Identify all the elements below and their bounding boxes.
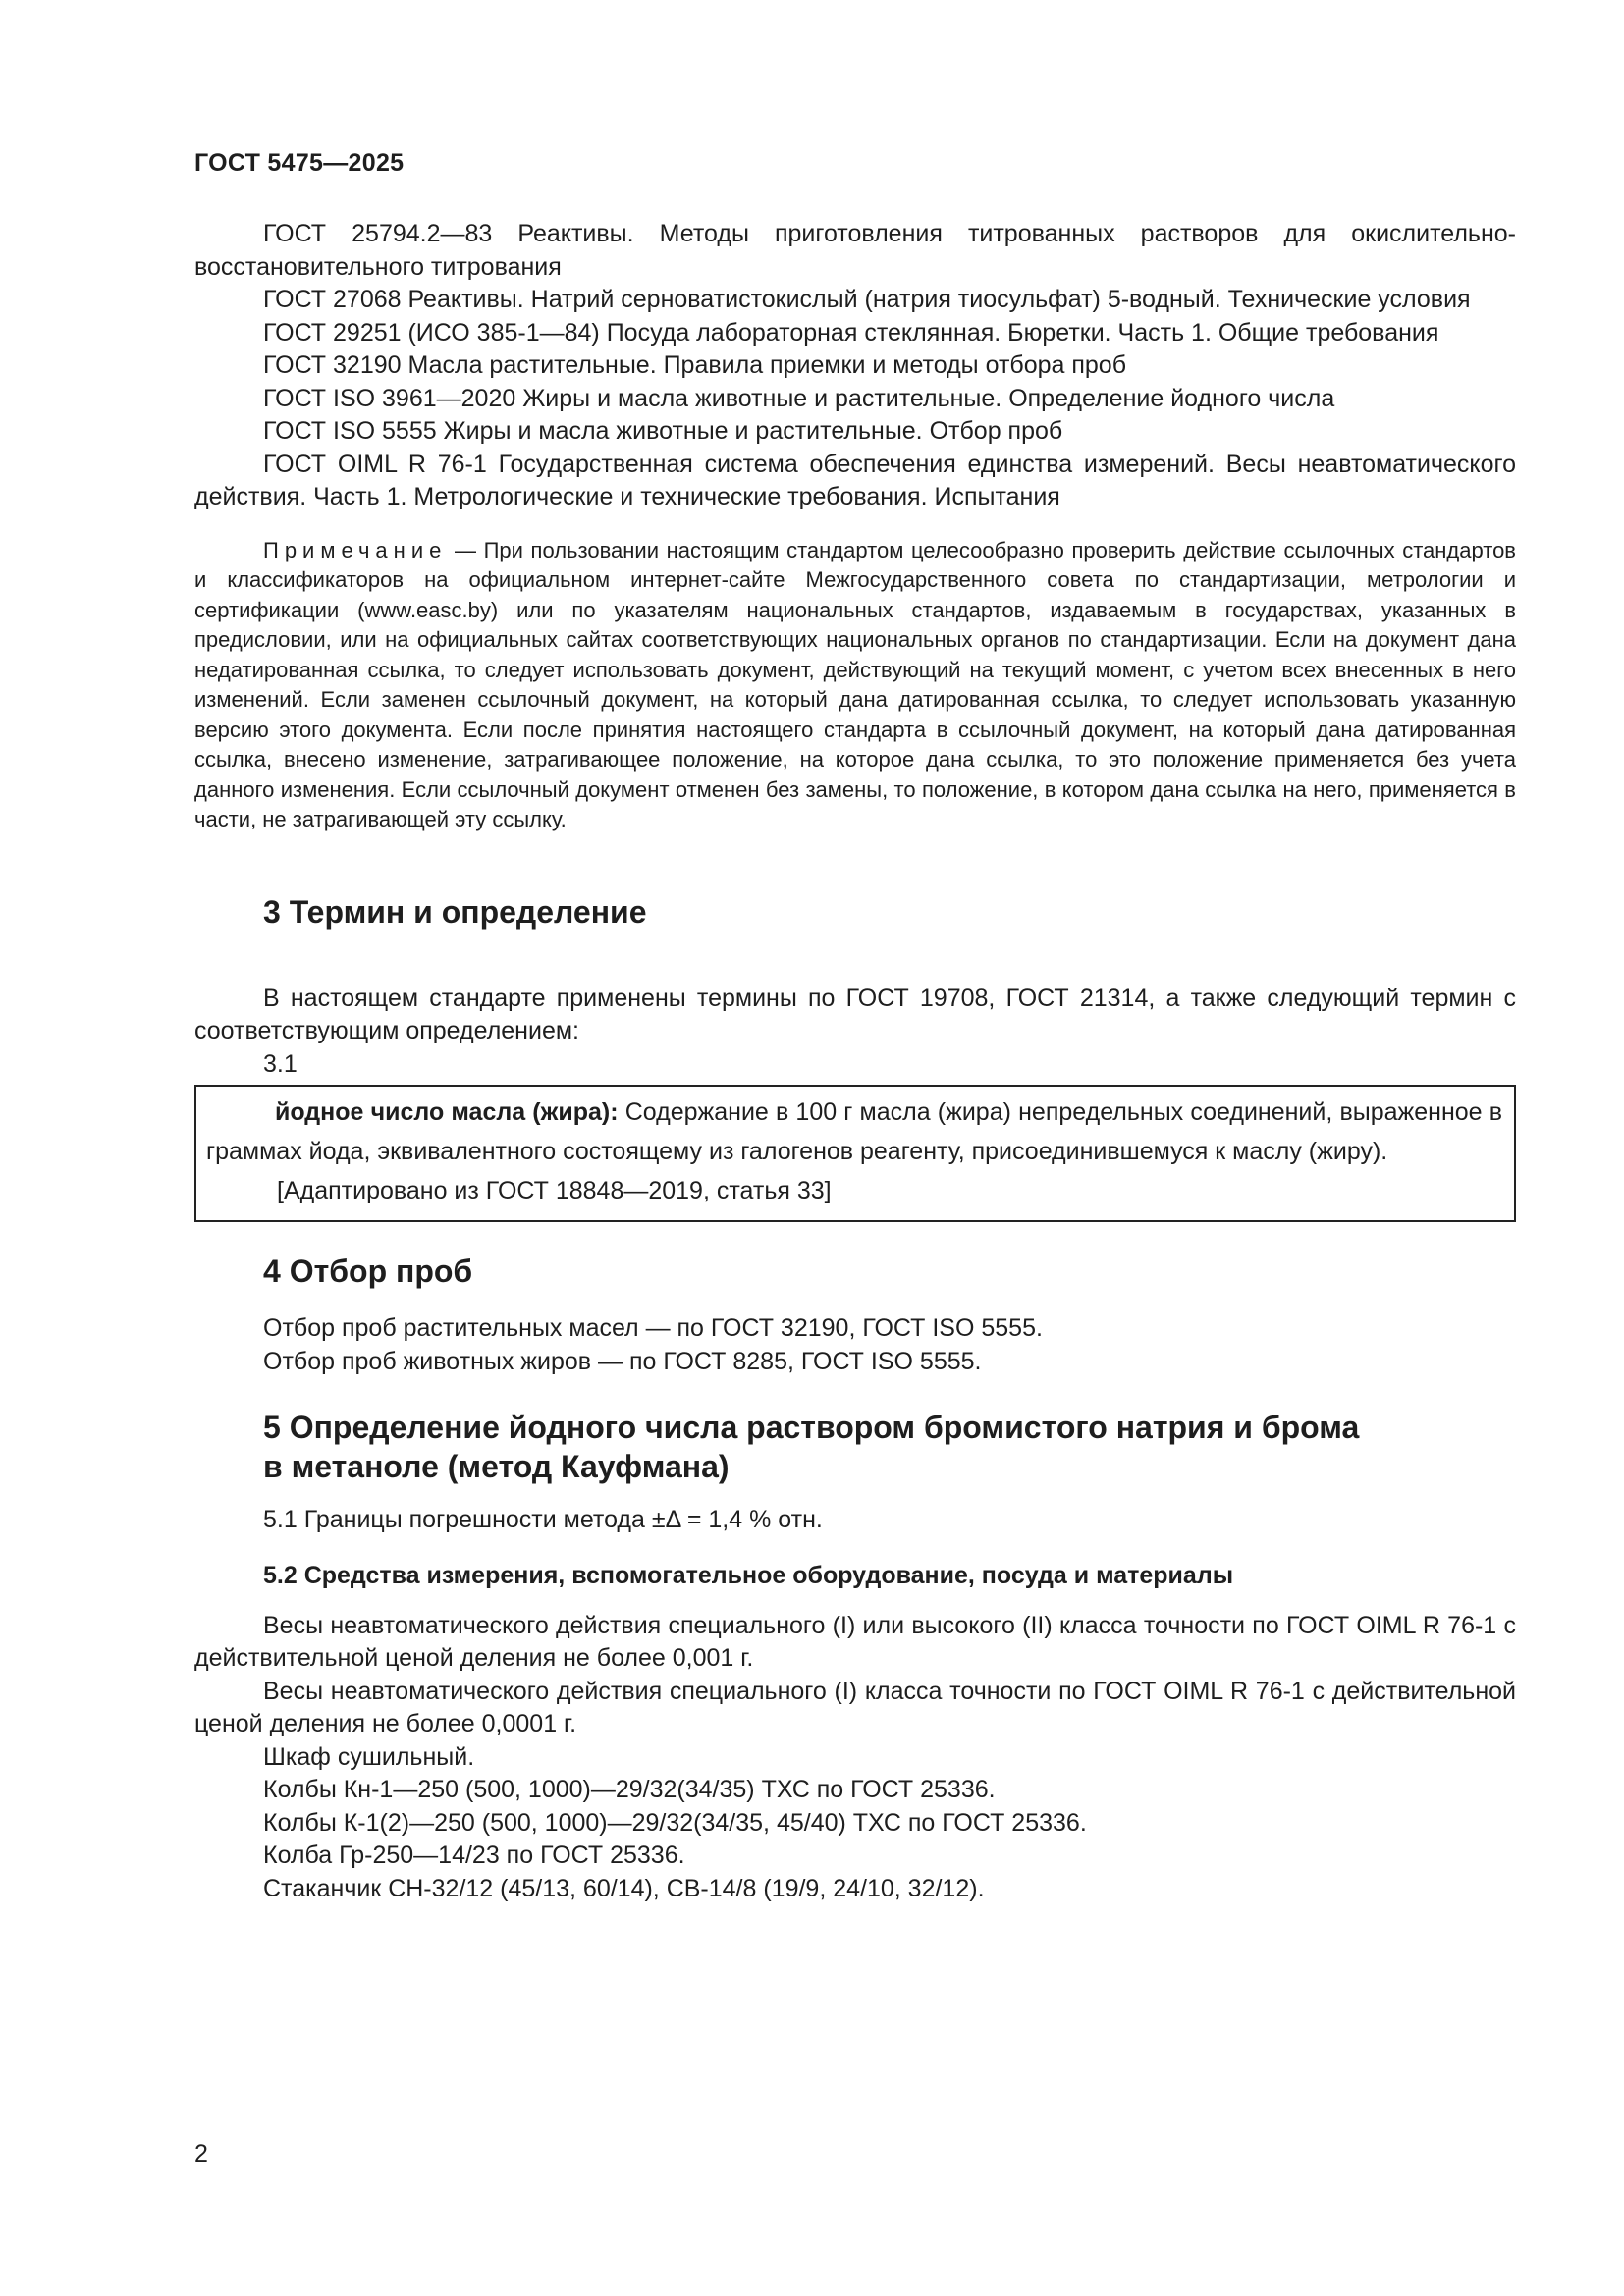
reference-item: ГОСТ 27068 Реактивы. Натрий серноватистокислый (натрия тиосульфат) 5-водный. Технические условия — [263, 286, 1471, 313]
reference-item: ГОСТ 32190 Масла растительные. Правила приемки и методы отбора проб — [263, 351, 1127, 379]
note-text: — При пользовании настоящим стандартом целесообразно проверить действие ссылочных стандартов и классификаторов на официальном интернет-сайте Межгосударственного совета по стандартизации, метрологии и сертификации (www.easc.by) или по указателям национальных стандартов, издаваемым в государствах, указанных в предисловии, или на официальных сайтах соответствующих национальных органов по стандартизации. Если на документ дана недатированная ссылка, то следует использовать документ, действующий на текущий момент, с учетом всех внесенных в него изменений. Если заменен ссылочный документ, на который дана датированная ссылка, то следует использовать указанную версию этого документа. Если после принятия настоящего стандарта в ссылочный документ, на который дана датированная ссылка, внесено изменение, затрагивающее положение, на которое дана ссылка, то это положение применяется без учета данного изменения. Если ссылочный документ отменен без замены, то положение, в котором дана ссылка на него, применяется в части, не затрагивающей эту ссылку. — [194, 537, 1516, 831]
reference-item: ГОСТ ISO 3961—2020 Жиры и масла животные и растительные. Определение йодного числа — [263, 384, 1335, 412]
section-5-title-line-1: 5 Определение йодного числа раствором бромистого натрия и брома — [263, 1410, 1360, 1445]
reference-item: ГОСТ 25794.2—83 Реактивы. Методы приготовления титрованных растворов для окислительно-восстановительного титрования — [194, 220, 1516, 281]
clause-number: 3.1 — [263, 1049, 298, 1078]
page-content — [194, 218, 1516, 1905]
section-4-title: 4 Отбор проб — [263, 1254, 473, 1289]
term-definition — [206, 1093, 1502, 1171]
section-3-title: 3 Термин и определение — [263, 893, 647, 930]
section-5-title-line-2: в метаноле (метод Кауфмана) — [263, 1449, 730, 1484]
equipment-item: Колба Гр-250—14/23 по ГОСТ 25336. — [263, 1842, 685, 1869]
reference-item: ГОСТ 29251 (ИСО 385-1—84) Посуда лабораторная стеклянная. Бюретки. Часть 1. Общие требования — [263, 318, 1439, 347]
equipment-item: Весы неавтоматического действия специального (I) или высокого (II) класса точности по ГОСТ OIML R 76-1 с действительной ценой деления не более 0,001 г. — [194, 1611, 1516, 1672]
equipment-item: Колбы Кн-1—250 (500, 1000)—29/32(34/35) ТХС по ГОСТ 25336. — [263, 1776, 996, 1803]
equipment-item: Весы неавтоматического действия специального (I) класса точности по ГОСТ OIML R 76-1 с действительной ценой деления не более 0,0001 г. — [194, 1677, 1516, 1737]
section-3-intro: В настоящем стандарте применены термины по ГОСТ 19708, ГОСТ 21314, а также следующий термин с соответствующим определением: — [194, 984, 1516, 1044]
term-source: [Адаптировано из ГОСТ 18848—2019, статья 33] — [277, 1177, 832, 1204]
note-label: Примечание — [263, 537, 448, 562]
section-4-line: Отбор проб животных жиров — по ГОСТ 8285, ГОСТ ISO 5555. — [263, 1347, 982, 1375]
clause-5-1: 5.1 Границы погрешности метода ±Δ = 1,4 % отн. — [263, 1506, 823, 1533]
standard-header: ГОСТ 5475—2025 — [194, 149, 405, 177]
reference-item: ГОСТ ISO 5555 Жиры и масла животные и растительные. Отбор проб — [263, 417, 1063, 445]
term-definition-box — [194, 1085, 1516, 1222]
term-name: йодное число масла (жира): — [275, 1098, 619, 1126]
page-number: 2 — [194, 2140, 208, 2167]
equipment-item: Колбы К-1(2)—250 (500, 1000)—29/32(34/35, 45/40) ТХС по ГОСТ 25336. — [263, 1808, 1087, 1837]
note-paragraph — [194, 536, 1516, 835]
equipment-item: Шкаф сушильный. — [263, 1742, 475, 1771]
term-definition-text: Содержание в 100 г масла (жира) непредельных соединений, выраженное в граммах йода, эквивалентного состоящему из галогенов реагенту, присоединившемуся к маслу (жиру). — [206, 1098, 1503, 1165]
equipment-item: Стаканчик СН-32/12 (45/13, 60/14), СВ-14/8 (19/9, 24/10, 32/12). — [263, 1874, 985, 1902]
clause-5-2-title: 5.2 Средства измерения, вспомогательное оборудование, посуда и материалы — [263, 1561, 1234, 1589]
reference-item: ГОСТ OIML R 76-1 Государственная система обеспечения единства измерений. Весы неавтоматического действия. Часть 1. Метрологические и технические требования. Испытания — [194, 450, 1516, 510]
section-4-line: Отбор проб растительных масел — по ГОСТ 32190, ГОСТ ISO 5555. — [263, 1314, 1043, 1342]
